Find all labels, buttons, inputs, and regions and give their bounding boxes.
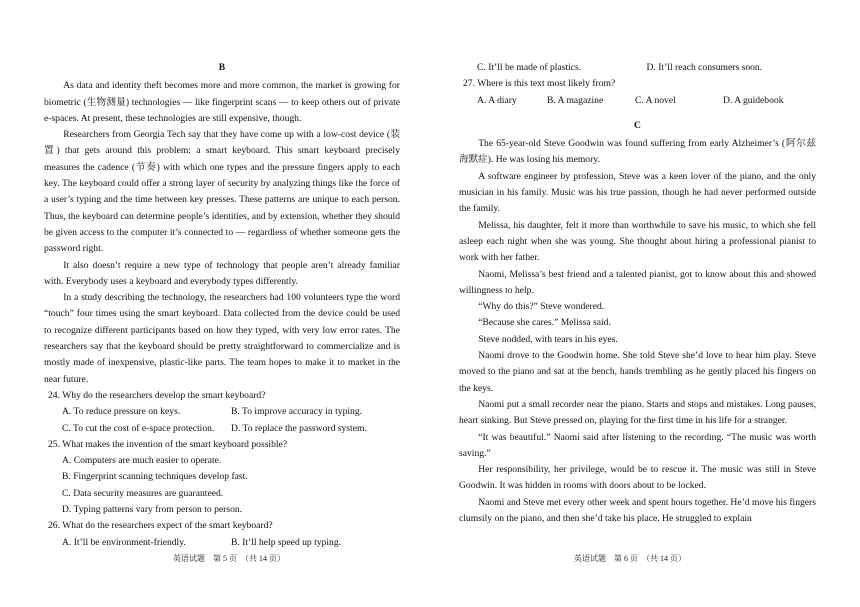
option-d: D. A guidebook xyxy=(723,94,784,106)
option-a: A. A diary xyxy=(477,94,517,106)
page-footer-right: 英语试题 第 6 页 （共 14 页） xyxy=(574,554,686,563)
passage-paragraph: “Why do this?” Steve wondered. xyxy=(478,301,605,313)
question-24-options-row1 xyxy=(44,404,400,420)
left-column xyxy=(44,60,400,551)
right-column xyxy=(459,60,816,527)
passage-paragraph: “Because she cares.” Melissa said. xyxy=(478,317,611,329)
page-footer-left: 英语试题 第 5 页 （共 14 页） xyxy=(173,554,285,563)
passage-paragraph: In a study describing the technology, the researchers had 100 volunteers type the word “touch” four times using the smart keyboard. Data collected from the device could be used to recognize different participants based on how they typed, with very low error rates. The researchers say that the keyboard should be pretty straightforward to commercialize and is mostly made of inexpensive, plastic-like parts. The team hopes to make it to market in the near future. xyxy=(44,292,400,385)
passage-paragraph: Naomi drove to the Goodwin home. She told Steve she’d love to hear him play. Steve moved to the piano and sat at the bench, hands trembling as he gently placed his fingers on the keys. xyxy=(459,350,816,394)
option-d: D. Typing patterns vary from person to person. xyxy=(62,504,243,516)
question-26-options-row1 xyxy=(44,535,400,551)
question-27-options xyxy=(459,93,816,109)
question-26-stem: 26. What do the researchers expect of the smart keyboard? xyxy=(48,520,273,532)
passage-paragraph: Naomi and Steve met every other week and spent hours together. He’d move his fingers clumsily on the piano, and then she’d take his place. He struggled to explain xyxy=(459,496,816,525)
passage-paragraph: It also doesn’t require a new type of technology that people aren’t already familiar with. Everybody uses a keyboard and everybody types differently. xyxy=(44,259,400,287)
question-25-stem: 25. What makes the invention of the smart keyboard possible? xyxy=(48,438,288,450)
passage-paragraph: Naomi, Melissa’s best friend and a talented pianist, got to know about this and showed willingness to help. xyxy=(459,268,816,296)
option-b: B. It’ll help speed up typing. xyxy=(231,536,342,548)
passage-paragraph: Naomi put a small recorder near the piano. Starts and stops and mistakes. Long pauses, heart sinking. But Steve pressed on, playing for the first time in his life for a stranger. xyxy=(459,398,816,427)
passage-paragraph: Researchers from Georgia Tech say that they have come up with a low-cost device (装置) that gets around this problem: a smart keyboard. This smart keyboard precisely measures the cadence (节奏) with which one types and the pressure fingers apply to each key. The keyboard could offer a strong layer of security by analyzing things like the force of a user’s typing and the time between key presses. These patterns are unique to each person. Thus, the keyboard can determine people’s identities, and by extension, whether they should be given access to the computer it’s connected to — regardless of whether someone gets the password right. xyxy=(44,129,400,255)
passage-paragraph: Her responsibility, her privilege, would be to rescue it. The music was still in Steve Goodwin. It was hidden in rooms with doors about to be locked. xyxy=(459,464,816,492)
option-b: B. To improve accuracy in typing. xyxy=(231,406,363,418)
question-24-stem: 24. Why do the researchers develop the smart keyboard? xyxy=(48,389,266,401)
option-a: A. To reduce pressure on keys. xyxy=(62,406,181,418)
option-c: C. A novel xyxy=(635,94,676,106)
option-b: B. A magazine xyxy=(547,94,604,106)
passage-paragraph: Melissa, his daughter, felt it more than worthwhile to save his music, to which she fell asleep each night when she was young. She thought about hiring a professional pianist to work with her father. xyxy=(459,219,816,264)
passage-paragraph: A software engineer by profession, Steve was a keen lover of the piano, and the only musician in his family. Music was his true passion, though he had never performed outside the family. xyxy=(459,170,816,215)
option-a: A. It’ll be environment-friendly. xyxy=(62,536,186,548)
option-a: A. Computers are much easier to operate. xyxy=(62,455,222,467)
question-26-options-row2 xyxy=(459,60,816,76)
option-c: C. It’ll be made of plastics. xyxy=(477,62,582,73)
option-c: C. Data security measures are guaranteed. xyxy=(62,487,224,499)
option-d: D. It’ll reach consumers soon. xyxy=(646,62,763,73)
section-heading-b: B xyxy=(218,62,226,73)
passage-paragraph: Steve nodded, with tears in his eyes. xyxy=(478,333,618,345)
question-27-stem: 27. Where is this text most likely from? xyxy=(463,78,616,90)
passage-paragraph: As data and identity theft becomes more and more common, the market is growing for biometric (生物测量) technologies — like fingerprint scans — to keep others out of private e-spaces. At present, these technologies are still expensive, though. xyxy=(44,80,400,124)
section-heading-c: C xyxy=(634,119,641,131)
passage-paragraph: The 65-year-old Steve Goodwin was found suffering from early Alzheimer’s (阿尔兹海默症). He was losing his memory. xyxy=(459,138,816,166)
option-d: D. To replace the password system. xyxy=(231,422,367,434)
question-24-options-row2 xyxy=(44,421,400,437)
option-b: B. Fingerprint scanning techniques develop fast. xyxy=(62,471,248,483)
passage-paragraph: “It was beautiful.” Naomi said after listening to the recording. “The music was worth saving.” xyxy=(459,431,816,459)
option-c: C. To cut the cost of e-space protection. xyxy=(62,422,215,434)
